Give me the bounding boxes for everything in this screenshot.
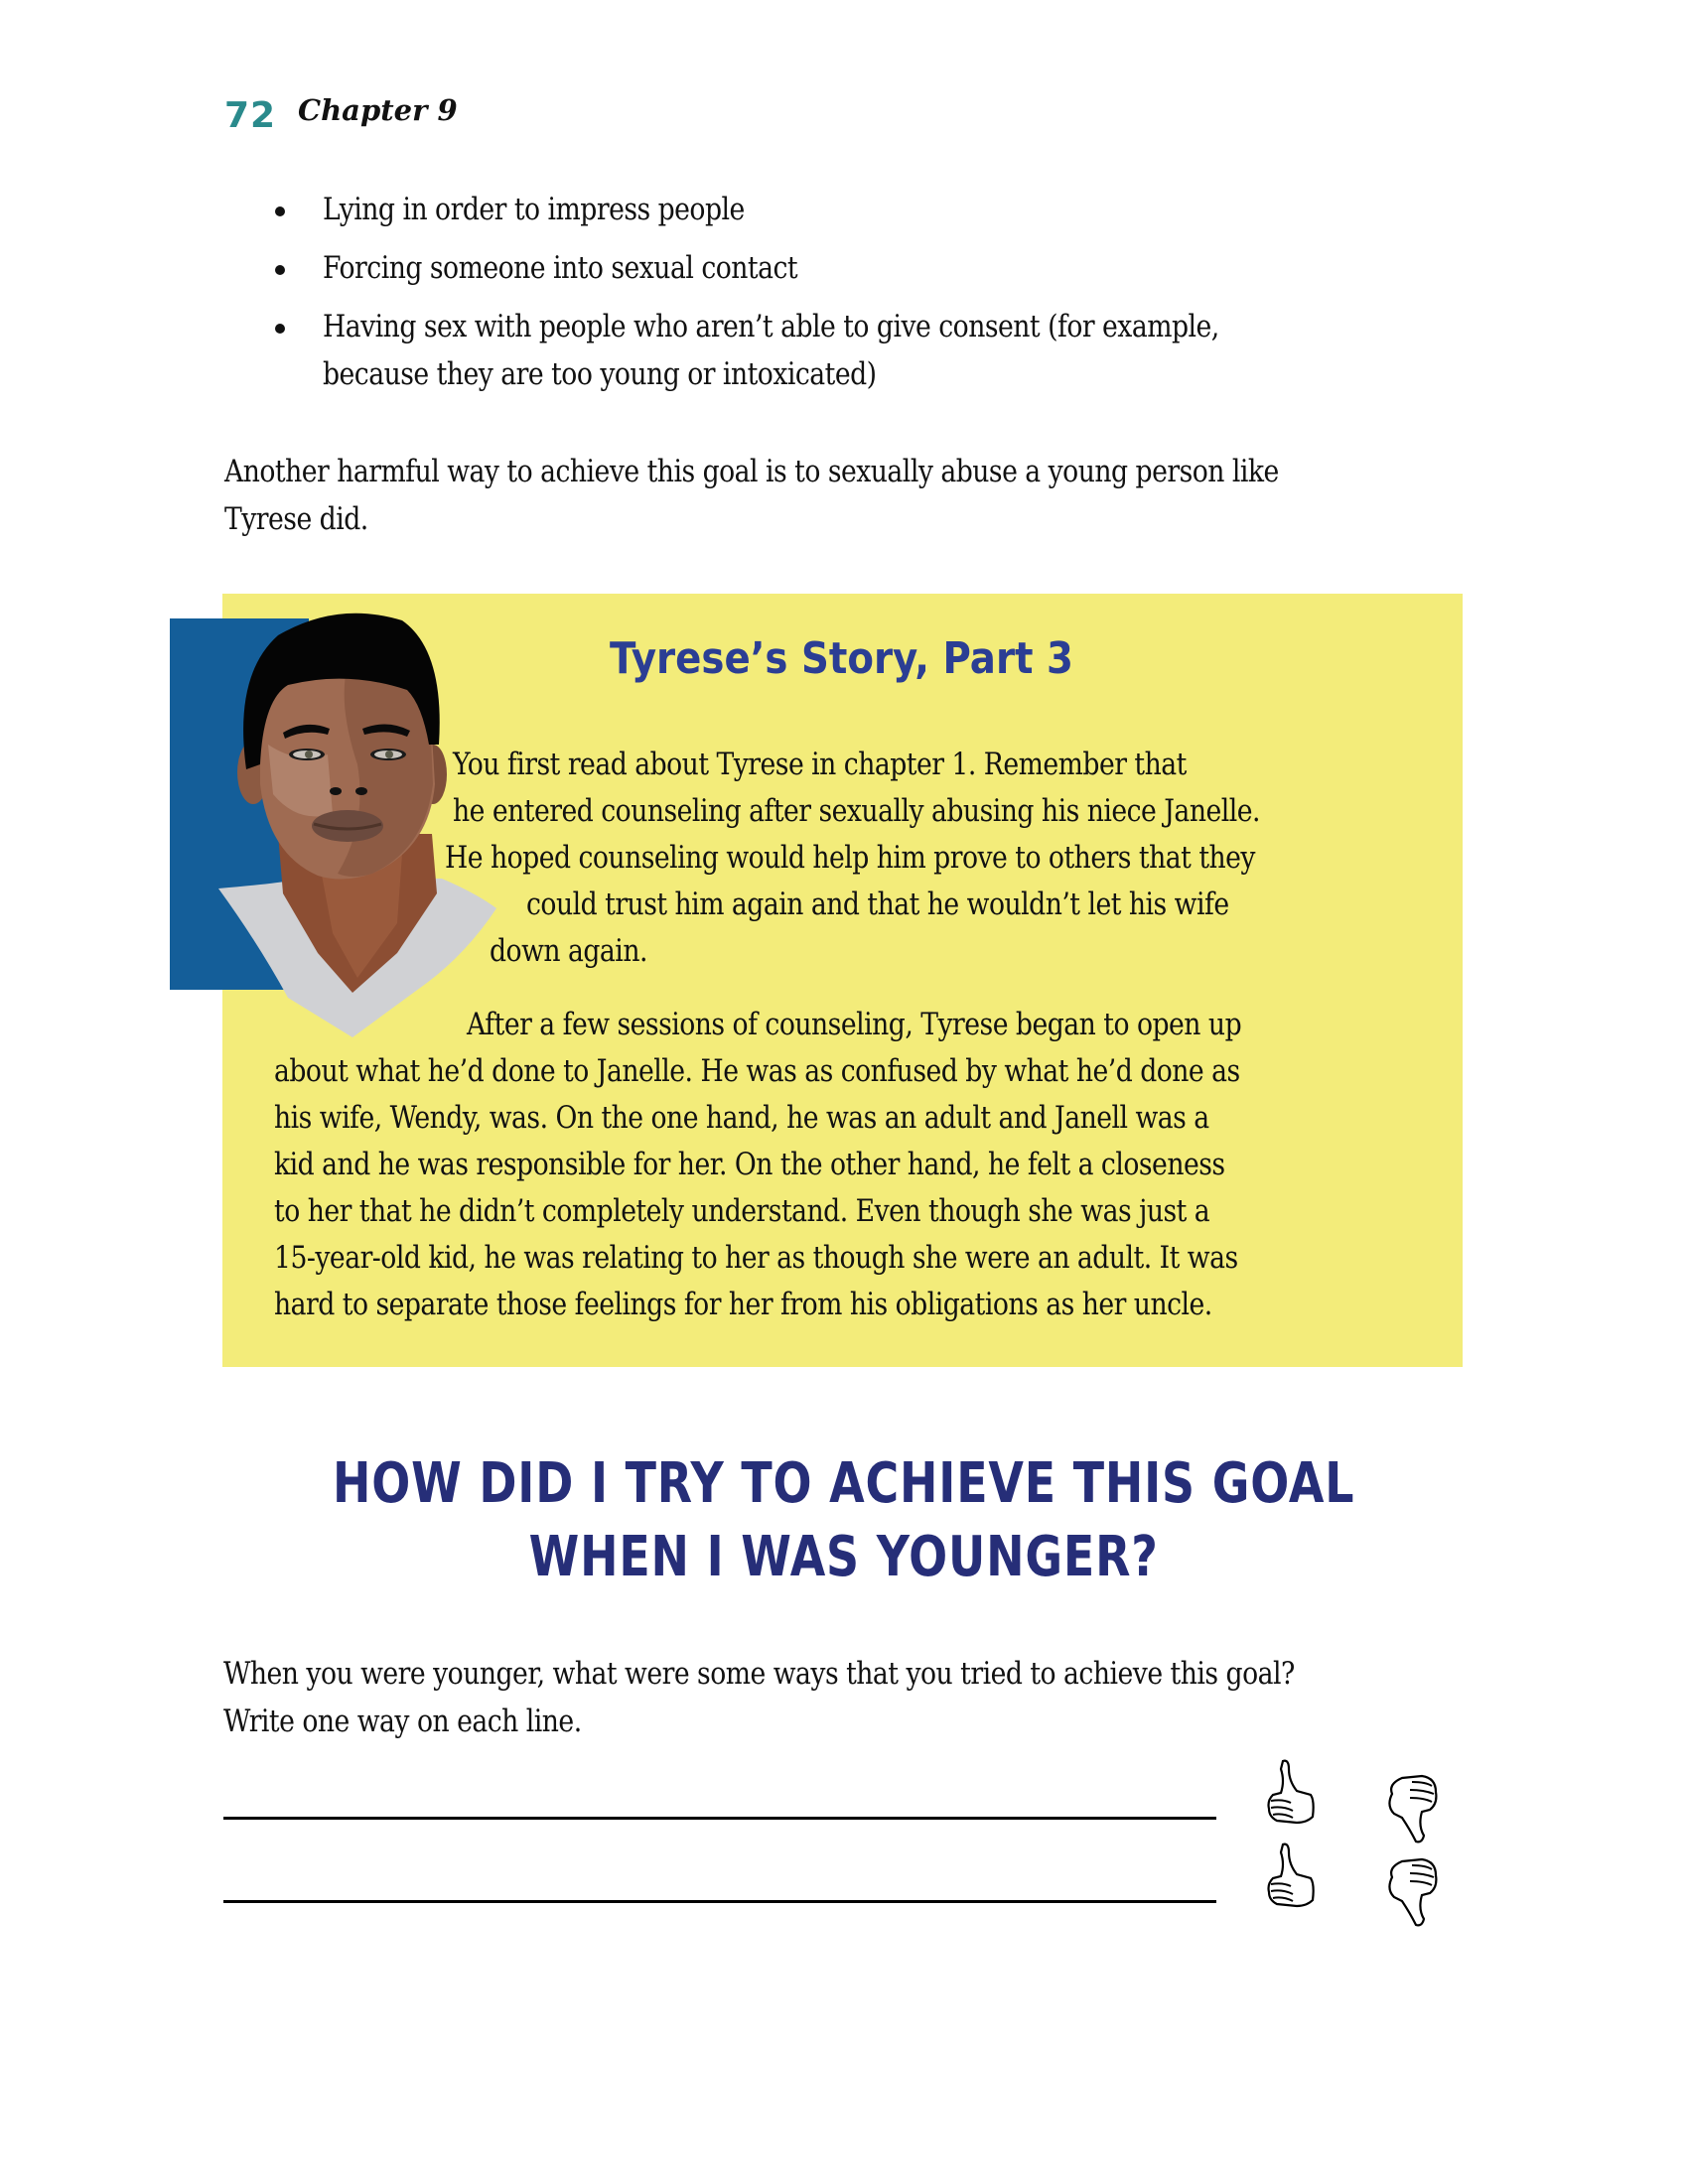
heading-line: HOW DID I TRY TO ACHIEVE THIS GOAL xyxy=(333,1451,1355,1516)
story-line: 15-year-old kid, he was relating to her as though she were an adult. It was xyxy=(274,1240,1238,1276)
bullet-text: because they are too young or intoxicated) xyxy=(323,356,877,392)
answer-line-1[interactable] xyxy=(223,1817,1216,1820)
story-line: he entered counseling after sexually abusing his niece Janelle. xyxy=(453,793,1260,829)
story-line: After a few sessions of counseling, Tyrese began to open up xyxy=(467,1007,1242,1042)
story-title: Tyrese’s Story, Part 3 xyxy=(610,633,1073,684)
thumbs-up-icon[interactable] xyxy=(1263,1755,1323,1835)
story-line: He hoped counseling would help him prove to others that they xyxy=(445,840,1255,876)
story-line: down again. xyxy=(490,933,647,969)
story-line: about what he’d done to Janelle. He was as confused by what he’d done as xyxy=(274,1053,1240,1089)
bullet-text: Lying in order to impress people xyxy=(323,192,745,227)
bullet-icon xyxy=(275,324,285,334)
paragraph-line: Tyrese did. xyxy=(224,501,368,537)
thumbs-down-icon[interactable] xyxy=(1382,1770,1442,1849)
bullet-text: Having sex with people who aren’t able to give consent (for example, xyxy=(323,309,1219,344)
story-line: his wife, Wendy, was. On the one hand, he was an adult and Janell was a xyxy=(274,1100,1209,1136)
thumbs-down-icon[interactable] xyxy=(1382,1853,1442,1933)
story-line: hard to separate those feelings for her from his obligations as her uncle. xyxy=(274,1287,1212,1322)
bullet-icon xyxy=(275,206,285,216)
page-number: 72 xyxy=(224,95,277,136)
story-line: kid and he was responsible for her. On the other hand, he felt a closeness xyxy=(274,1147,1225,1182)
heading-line: WHEN I WAS YOUNGER? xyxy=(528,1525,1160,1589)
instruction-line: Write one way on each line. xyxy=(223,1704,582,1739)
thumbs-up-icon[interactable] xyxy=(1263,1839,1323,1918)
chapter-label: Chapter 9 xyxy=(298,93,458,127)
instruction-line: When you were younger, what were some ways that you tried to achieve this goal? xyxy=(223,1656,1295,1692)
story-line: to her that he didn’t completely understand. Even though she was just a xyxy=(274,1193,1210,1229)
story-line: You first read about Tyrese in chapter 1. Remember that xyxy=(453,747,1187,782)
story-line: could trust him again and that he wouldn’t let his wife xyxy=(526,887,1229,922)
bullet-icon xyxy=(275,265,285,275)
answer-line-2[interactable] xyxy=(223,1900,1216,1903)
paragraph-line: Another harmful way to achieve this goal is to sexually abuse a young person like xyxy=(224,454,1279,489)
bullet-text: Forcing someone into sexual contact xyxy=(323,250,798,286)
